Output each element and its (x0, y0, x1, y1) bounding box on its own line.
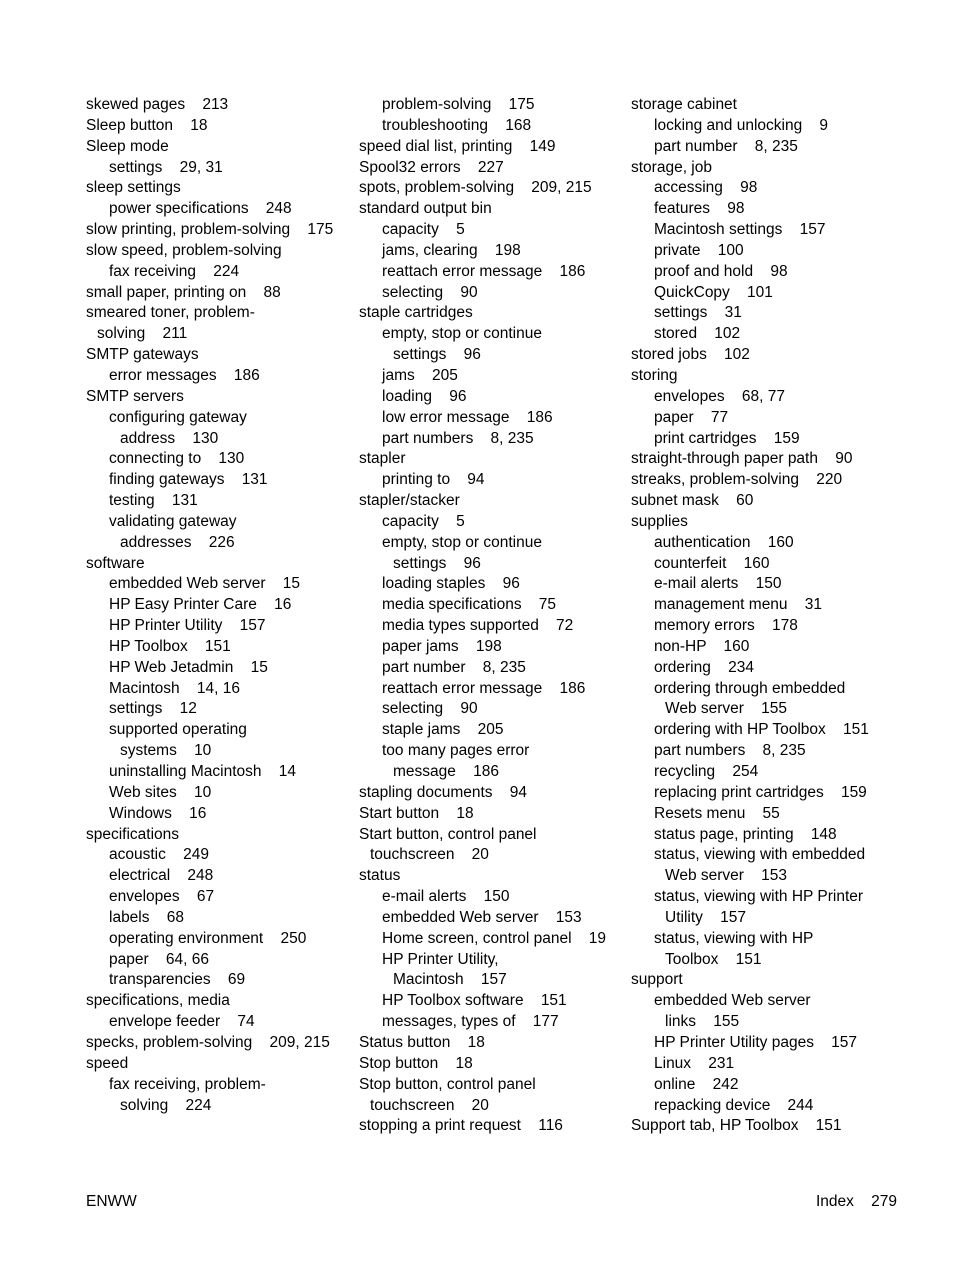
index-entry: storage cabinet (631, 96, 737, 113)
index-subentry: e-mail alerts 150 (382, 888, 510, 906)
index-subentry: transparencies 69 (109, 971, 246, 989)
index-subentry: non-HP 160 (654, 637, 750, 655)
index-entry: straight-through paper path 90 (631, 450, 853, 468)
index-entry: Support tab, HP Toolbox 151 (631, 1117, 842, 1135)
index-subentry: solving 224 (120, 1096, 212, 1114)
index-subentry: systems 10 (120, 742, 212, 760)
index-subentry: Web server 153 (665, 867, 788, 885)
index-subentry: HP Printer Utility pages 157 (654, 1033, 858, 1051)
index-subentry: supported operating (109, 721, 247, 739)
index-subentry: electrical 248 (109, 867, 214, 885)
index-subentry: recycling 254 (654, 763, 759, 780)
index-subentry: envelopes 67 (109, 888, 215, 906)
index-subentry: testing 131 (109, 492, 198, 510)
index-entry: stapler/stacker (359, 492, 460, 510)
index-subentry: HP Web Jetadmin 15 (109, 658, 268, 676)
index-subentry: selecting 90 (382, 700, 478, 718)
index-subentry: Web server 155 (665, 700, 788, 718)
index-entry: SMTP servers (86, 387, 184, 405)
index-subentry: address 130 (120, 429, 219, 447)
index-subentry: envelope feeder 74 (109, 1013, 255, 1031)
index-subentry: fax receiving 224 (109, 262, 240, 280)
index-subentry: ordering with HP Toolbox 151 (654, 721, 869, 739)
index-entry: Start button 18 (359, 804, 474, 822)
index-subentry: validating gateway (109, 512, 237, 530)
index-entry: small paper, printing on 88 (86, 283, 281, 301)
index-entry: specifications (86, 825, 180, 843)
index-subentry: HP Printer Utility, (382, 950, 499, 968)
index-subentry: printing to 94 (382, 471, 485, 489)
index-subentry: settings 96 (393, 346, 481, 364)
index-entry: stapler (359, 450, 406, 468)
index-entry: Sleep button 18 (86, 116, 208, 134)
index-subentry: empty, stop or continue (382, 533, 542, 551)
index-entry: solving 211 (97, 325, 188, 343)
index-subentry: jams, clearing 198 (382, 241, 521, 259)
index-subentry: Macintosh 157 (393, 971, 507, 989)
index-subentry: fax receiving, problem- (109, 1075, 266, 1093)
index-subentry: paper 77 (654, 408, 729, 426)
index-subentry: stored 102 (654, 325, 741, 343)
index-subentry: management menu 31 (654, 596, 823, 614)
index-entry: Spool32 errors 227 (359, 158, 504, 176)
index-subentry: features 98 (654, 200, 745, 218)
footer-right: Index 279 (815, 1193, 897, 1210)
index-entry: storage, job (631, 158, 712, 176)
index-entry: stopping a print request 116 (359, 1117, 563, 1135)
index-subentry: links 155 (665, 1013, 740, 1031)
index-subentry: capacity 5 (382, 221, 465, 239)
index-subentry: media types supported 72 (382, 617, 574, 635)
index-subentry: embedded Web server 15 (109, 575, 300, 593)
index-subentry: Web sites 10 (109, 783, 212, 801)
index-subentry: status, viewing with embedded (654, 846, 866, 864)
index-subentry: part numbers 8, 235 (382, 429, 534, 447)
index-subentry: Windows 16 (109, 804, 207, 822)
index-subentry: power specifications 248 (109, 200, 292, 218)
index-entry: support (631, 971, 683, 989)
index-subentry: embedded Web server 153 (382, 908, 582, 926)
index-subentry: loading 96 (382, 387, 467, 405)
index-subentry: too many pages error (382, 742, 530, 760)
index-subentry: online 242 (654, 1075, 739, 1093)
index-entry: specifications, media (86, 992, 230, 1010)
index-subentry: problem-solving 175 (382, 96, 535, 113)
index-subentry: finding gateways 131 (109, 471, 268, 489)
index-entry: supplies (631, 512, 688, 530)
index-entry: Sleep mode (86, 137, 169, 155)
index-subentry: settings 12 (109, 700, 197, 718)
index-subentry: settings 31 (654, 304, 742, 322)
index-entry: storing (631, 366, 678, 384)
index-entry: stapling documents 94 (359, 783, 528, 801)
index-entry: spots, problem-solving 209, 215 (359, 179, 592, 197)
index-entry: skewed pages 213 (86, 96, 229, 113)
index-subentry: HP Toolbox software 151 (382, 992, 567, 1010)
index-subentry: QuickCopy 101 (654, 283, 773, 301)
index-subentry: Utility 157 (665, 908, 746, 926)
index-subentry: authentication 160 (654, 533, 794, 551)
index-subentry: Resets menu 55 (654, 804, 780, 822)
index-subentry: private 100 (654, 241, 744, 259)
index-subentry: Linux 231 (654, 1054, 735, 1072)
index-entry: SMTP gateways (86, 346, 199, 364)
index-subentry: print cartridges 159 (654, 429, 800, 447)
index-subentry: status page, printing 148 (654, 825, 837, 843)
index-subentry: e-mail alerts 150 (654, 575, 782, 593)
index-subentry: configuring gateway (109, 408, 247, 426)
index-entry: software (86, 554, 145, 572)
index-entry: stored jobs 102 (631, 346, 750, 364)
index-entry: Status button 18 (359, 1033, 485, 1051)
index-entry: speed dial list, printing 149 (359, 137, 556, 155)
index-subentry: paper 64, 66 (109, 950, 209, 968)
index-subentry: addresses 226 (120, 533, 235, 551)
index-entry: slow speed, problem-solving (86, 241, 282, 259)
index-column-1 (86, 95, 356, 1116)
index-subentry: status, viewing with HP (654, 929, 814, 947)
index-subentry: Macintosh settings 157 (654, 221, 826, 239)
index-subentry: envelopes 68, 77 (654, 387, 785, 405)
index-entry: sleep settings (86, 179, 181, 197)
index-subentry: jams 205 (382, 366, 458, 384)
index-entry: speed (86, 1054, 129, 1072)
index-column-2 (359, 95, 629, 1137)
index-subentry: locking and unlocking 9 (654, 116, 829, 134)
index-subentry: message 186 (393, 763, 499, 780)
index-entry: subnet mask 60 (631, 492, 754, 510)
index-subentry: accessing 98 (654, 179, 758, 197)
index-subentry: capacity 5 (382, 512, 465, 530)
index-entry: smeared toner, problem- (86, 304, 255, 322)
index-subentry: replacing print cartridges 159 (654, 783, 867, 801)
index-subentry: HP Toolbox 151 (109, 637, 231, 655)
index-column-3 (631, 95, 901, 1137)
index-subentry: part number 8, 235 (654, 137, 798, 155)
index-subentry: loading staples 96 (382, 575, 520, 593)
index-subentry: ordering through embedded (654, 679, 846, 697)
index-subentry: media specifications 75 (382, 596, 557, 614)
index-subentry: repacking device 244 (654, 1096, 814, 1114)
index-subentry: HP Easy Printer Care 16 (109, 596, 292, 614)
index-subentry: settings 96 (393, 554, 481, 572)
index-entry: status (359, 867, 401, 885)
index-subentry: Toolbox 151 (665, 950, 762, 968)
index-subentry: operating environment 250 (109, 929, 307, 947)
index-subentry: part numbers 8, 235 (654, 742, 806, 760)
index-entry: specks, problem-solving 209, 215 (86, 1033, 330, 1051)
index-subentry: connecting to 130 (109, 450, 245, 468)
index-subentry: counterfeit 160 (654, 554, 770, 572)
index-subentry: memory errors 178 (654, 617, 798, 635)
index-subentry: part number 8, 235 (382, 658, 526, 676)
index-subentry: paper jams 198 (382, 637, 502, 655)
index-subentry: Macintosh 14, 16 (109, 679, 240, 697)
index-subentry: reattach error message 186 (382, 262, 586, 280)
index-subentry: proof and hold 98 (654, 262, 788, 280)
index-subentry: Home screen, control panel 19 (382, 929, 607, 947)
index-subentry: status, viewing with HP Printer (654, 888, 864, 906)
index-subentry: settings 29, 31 (109, 158, 223, 176)
index-subentry: HP Printer Utility 157 (109, 617, 266, 635)
index-subentry: reattach error message 186 (382, 679, 586, 697)
index-subentry: uninstalling Macintosh 14 (109, 763, 296, 780)
index-entry: standard output bin (359, 200, 492, 218)
index-subentry: messages, types of 177 (382, 1013, 559, 1031)
index-entry: slow printing, problem-solving 175 (86, 221, 334, 239)
index-subentry: embedded Web server (654, 992, 811, 1010)
index-entry: touchscreen 20 (370, 846, 489, 864)
index-subentry: error messages 186 (109, 366, 260, 384)
index-entry: Stop button, control panel (359, 1075, 536, 1093)
index-subentry: ordering 234 (654, 658, 754, 676)
index-subentry: staple jams 205 (382, 721, 504, 739)
index-subentry: low error message 186 (382, 408, 553, 426)
index-subentry: empty, stop or continue (382, 325, 542, 343)
index-subentry: labels 68 (109, 908, 184, 926)
index-entry: staple cartridges (359, 304, 473, 322)
index-entry: streaks, problem-solving 220 (631, 471, 843, 489)
index-subentry: troubleshooting 168 (382, 116, 532, 134)
index-subentry: acoustic 249 (109, 846, 209, 864)
index-subentry: selecting 90 (382, 283, 478, 301)
index-entry: Start button, control panel (359, 825, 537, 843)
footer-left: ENWW (86, 1193, 137, 1210)
index-entry: Stop button 18 (359, 1054, 473, 1072)
index-entry: touchscreen 20 (370, 1096, 489, 1114)
